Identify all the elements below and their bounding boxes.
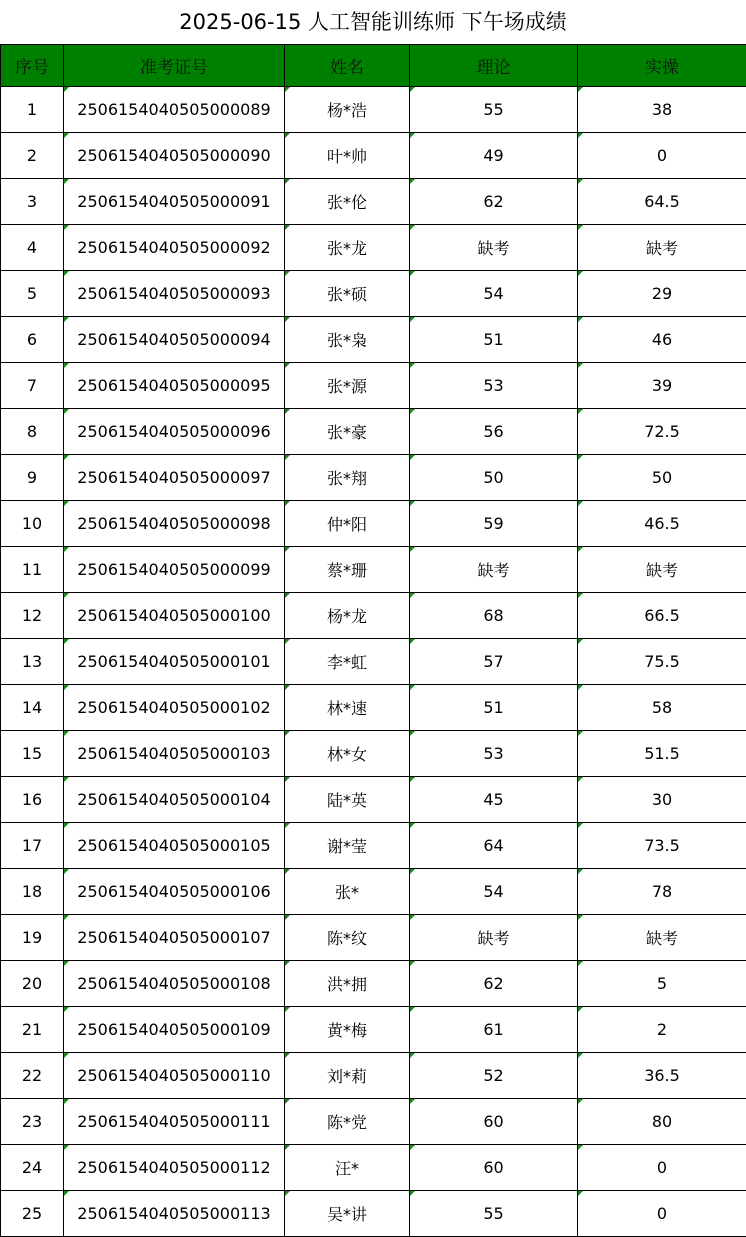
cell-theory[interactable]: 62 <box>410 179 578 225</box>
scores-table <box>0 44 746 1237</box>
cell-name[interactable]: 李*虹 <box>285 639 410 685</box>
cell-index[interactable]: 13 <box>1 639 64 685</box>
header-name[interactable]: 姓名 <box>285 45 410 87</box>
cell-ticket-number[interactable]: 2506154040505000099 <box>64 547 285 593</box>
cell-ticket-number[interactable]: 2506154040505000109 <box>64 1007 285 1053</box>
cell-name[interactable]: 洪*拥 <box>285 961 410 1007</box>
cell-theory[interactable]: 53 <box>410 363 578 409</box>
cell-theory[interactable]: 54 <box>410 271 578 317</box>
cell-theory[interactable]: 60 <box>410 1145 578 1191</box>
cell-theory[interactable]: 55 <box>410 1191 578 1237</box>
cell-name[interactable]: 谢*莹 <box>285 823 410 869</box>
cell-ticket-number[interactable]: 2506154040505000089 <box>64 87 285 133</box>
cell-name[interactable]: 张*龙 <box>285 225 410 271</box>
cell-theory[interactable]: 50 <box>410 455 578 501</box>
cell-ticket-number[interactable]: 2506154040505000102 <box>64 685 285 731</box>
cell-index[interactable]: 15 <box>1 731 64 777</box>
table-row <box>1 639 746 685</box>
cell-index[interactable]: 4 <box>1 225 64 271</box>
cell-index[interactable]: 19 <box>1 915 64 961</box>
sheet-title[interactable]: 2025-06-15 人工智能训练师 下午场成绩 <box>0 0 746 44</box>
header-ticket-number[interactable]: 准考证号 <box>64 45 285 87</box>
cell-name[interactable]: 林*速 <box>285 685 410 731</box>
cell-practice[interactable]: 75.5 <box>578 639 746 685</box>
cell-theory[interactable]: 61 <box>410 1007 578 1053</box>
cell-index[interactable]: 17 <box>1 823 64 869</box>
cell-theory[interactable]: 54 <box>410 869 578 915</box>
cell-ticket-number[interactable]: 2506154040505000101 <box>64 639 285 685</box>
cell-theory[interactable]: 53 <box>410 731 578 777</box>
cell-theory[interactable]: 56 <box>410 409 578 455</box>
cell-theory[interactable]: 59 <box>410 501 578 547</box>
cell-index[interactable]: 16 <box>1 777 64 823</box>
table-row <box>1 1145 746 1191</box>
header-row <box>1 45 746 87</box>
cell-practice[interactable]: 39 <box>578 363 746 409</box>
cell-practice[interactable]: 58 <box>578 685 746 731</box>
table-row <box>1 731 746 777</box>
table-row <box>1 1053 746 1099</box>
cell-name[interactable]: 张*翔 <box>285 455 410 501</box>
cell-index[interactable]: 2 <box>1 133 64 179</box>
cell-ticket-number[interactable]: 2506154040505000092 <box>64 225 285 271</box>
cell-ticket-number[interactable]: 2506154040505000106 <box>64 869 285 915</box>
cell-practice[interactable]: 50 <box>578 455 746 501</box>
cell-practice[interactable]: 0 <box>578 1145 746 1191</box>
cell-ticket-number[interactable]: 2506154040505000093 <box>64 271 285 317</box>
cell-ticket-number[interactable]: 2506154040505000091 <box>64 179 285 225</box>
cell-theory[interactable]: 49 <box>410 133 578 179</box>
cell-name[interactable]: 林*女 <box>285 731 410 777</box>
cell-ticket-number[interactable]: 2506154040505000110 <box>64 1053 285 1099</box>
cell-practice[interactable]: 72.5 <box>578 409 746 455</box>
table-row <box>1 593 746 639</box>
cell-name[interactable]: 杨*浩 <box>285 87 410 133</box>
cell-name[interactable]: 仲*阳 <box>285 501 410 547</box>
cell-practice[interactable]: 64.5 <box>578 179 746 225</box>
cell-name[interactable]: 陆*英 <box>285 777 410 823</box>
cell-name[interactable]: 黄*梅 <box>285 1007 410 1053</box>
cell-index[interactable]: 7 <box>1 363 64 409</box>
cell-ticket-number[interactable]: 2506154040505000100 <box>64 593 285 639</box>
cell-name[interactable]: 蔡*珊 <box>285 547 410 593</box>
cell-theory[interactable]: 51 <box>410 685 578 731</box>
cell-name[interactable]: 陈*纹 <box>285 915 410 961</box>
table-row <box>1 547 746 593</box>
cell-index[interactable]: 24 <box>1 1145 64 1191</box>
cell-practice[interactable]: 缺考 <box>578 225 746 271</box>
table-row <box>1 409 746 455</box>
cell-theory[interactable]: 68 <box>410 593 578 639</box>
cell-ticket-number[interactable]: 2506154040505000096 <box>64 409 285 455</box>
cell-ticket-number[interactable]: 2506154040505000103 <box>64 731 285 777</box>
cell-ticket-number[interactable]: 2506154040505000112 <box>64 1145 285 1191</box>
cell-practice[interactable]: 缺考 <box>578 915 746 961</box>
cell-practice[interactable]: 2 <box>578 1007 746 1053</box>
cell-theory[interactable]: 缺考 <box>410 915 578 961</box>
cell-theory[interactable]: 57 <box>410 639 578 685</box>
cell-theory[interactable]: 45 <box>410 777 578 823</box>
cell-practice[interactable]: 缺考 <box>578 547 746 593</box>
cell-practice[interactable]: 30 <box>578 777 746 823</box>
cell-ticket-number[interactable]: 2506154040505000108 <box>64 961 285 1007</box>
cell-ticket-number[interactable]: 2506154040505000111 <box>64 1099 285 1145</box>
table-row <box>1 133 746 179</box>
cell-index[interactable]: 18 <box>1 869 64 915</box>
table-row <box>1 869 746 915</box>
cell-name[interactable]: 张*源 <box>285 363 410 409</box>
cell-practice[interactable]: 0 <box>578 133 746 179</box>
cell-practice[interactable]: 73.5 <box>578 823 746 869</box>
cell-name[interactable]: 汪* <box>285 1145 410 1191</box>
cell-theory[interactable]: 51 <box>410 317 578 363</box>
cell-theory[interactable]: 缺考 <box>410 547 578 593</box>
table-row <box>1 363 746 409</box>
table-row <box>1 1191 746 1237</box>
cell-index[interactable]: 10 <box>1 501 64 547</box>
table-row <box>1 1007 746 1053</box>
cell-practice[interactable]: 51.5 <box>578 731 746 777</box>
cell-ticket-number[interactable]: 2506154040505000094 <box>64 317 285 363</box>
cell-index[interactable]: 11 <box>1 547 64 593</box>
cell-practice[interactable]: 38 <box>578 87 746 133</box>
cell-name[interactable]: 张* <box>285 869 410 915</box>
table-row <box>1 455 746 501</box>
cell-index[interactable]: 9 <box>1 455 64 501</box>
table-row <box>1 501 746 547</box>
cell-name[interactable]: 张*枭 <box>285 317 410 363</box>
cell-index[interactable]: 1 <box>1 87 64 133</box>
cell-ticket-number[interactable]: 2506154040505000090 <box>64 133 285 179</box>
cell-practice[interactable]: 0 <box>578 1191 746 1237</box>
table-row <box>1 685 746 731</box>
cell-index[interactable]: 23 <box>1 1099 64 1145</box>
cell-theory[interactable]: 52 <box>410 1053 578 1099</box>
cell-ticket-number[interactable]: 2506154040505000098 <box>64 501 285 547</box>
cell-index[interactable]: 22 <box>1 1053 64 1099</box>
cell-index[interactable]: 6 <box>1 317 64 363</box>
cell-name[interactable]: 刘*莉 <box>285 1053 410 1099</box>
cell-ticket-number[interactable]: 2506154040505000104 <box>64 777 285 823</box>
header-theory[interactable]: 理论 <box>410 45 578 87</box>
cell-name[interactable]: 张*豪 <box>285 409 410 455</box>
cell-ticket-number[interactable]: 2506154040505000113 <box>64 1191 285 1237</box>
table-row <box>1 87 746 133</box>
cell-index[interactable]: 12 <box>1 593 64 639</box>
cell-practice[interactable]: 5 <box>578 961 746 1007</box>
cell-practice[interactable]: 66.5 <box>578 593 746 639</box>
cell-theory[interactable]: 55 <box>410 87 578 133</box>
cell-ticket-number[interactable]: 2506154040505000105 <box>64 823 285 869</box>
cell-theory[interactable]: 62 <box>410 961 578 1007</box>
table-row <box>1 317 746 363</box>
cell-practice[interactable]: 46 <box>578 317 746 363</box>
cell-ticket-number[interactable]: 2506154040505000095 <box>64 363 285 409</box>
header-index[interactable]: 序号 <box>1 45 64 87</box>
header-practice[interactable]: 实操 <box>578 45 746 87</box>
cell-ticket-number[interactable]: 2506154040505000097 <box>64 455 285 501</box>
table-row <box>1 777 746 823</box>
table-row <box>1 179 746 225</box>
cell-index[interactable]: 25 <box>1 1191 64 1237</box>
table-row <box>1 271 746 317</box>
cell-index[interactable]: 20 <box>1 961 64 1007</box>
cell-index[interactable]: 8 <box>1 409 64 455</box>
cell-name[interactable]: 叶*帅 <box>285 133 410 179</box>
table-row <box>1 823 746 869</box>
cell-index[interactable]: 5 <box>1 271 64 317</box>
cell-index[interactable]: 3 <box>1 179 64 225</box>
cell-name[interactable]: 陈*党 <box>285 1099 410 1145</box>
cell-practice[interactable]: 36.5 <box>578 1053 746 1099</box>
cell-ticket-number[interactable]: 2506154040505000107 <box>64 915 285 961</box>
cell-theory[interactable]: 缺考 <box>410 225 578 271</box>
cell-practice[interactable]: 29 <box>578 271 746 317</box>
table-row <box>1 1099 746 1145</box>
cell-index[interactable]: 21 <box>1 1007 64 1053</box>
cell-practice[interactable]: 46.5 <box>578 501 746 547</box>
cell-name[interactable]: 张*硕 <box>285 271 410 317</box>
cell-theory[interactable]: 60 <box>410 1099 578 1145</box>
cell-practice[interactable]: 78 <box>578 869 746 915</box>
cell-index[interactable]: 14 <box>1 685 64 731</box>
cell-practice[interactable]: 80 <box>578 1099 746 1145</box>
cell-theory[interactable]: 64 <box>410 823 578 869</box>
cell-name[interactable]: 吴*讲 <box>285 1191 410 1237</box>
table-row <box>1 225 746 271</box>
table-row <box>1 961 746 1007</box>
cell-name[interactable]: 张*伦 <box>285 179 410 225</box>
table-row <box>1 915 746 961</box>
cell-name[interactable]: 杨*龙 <box>285 593 410 639</box>
